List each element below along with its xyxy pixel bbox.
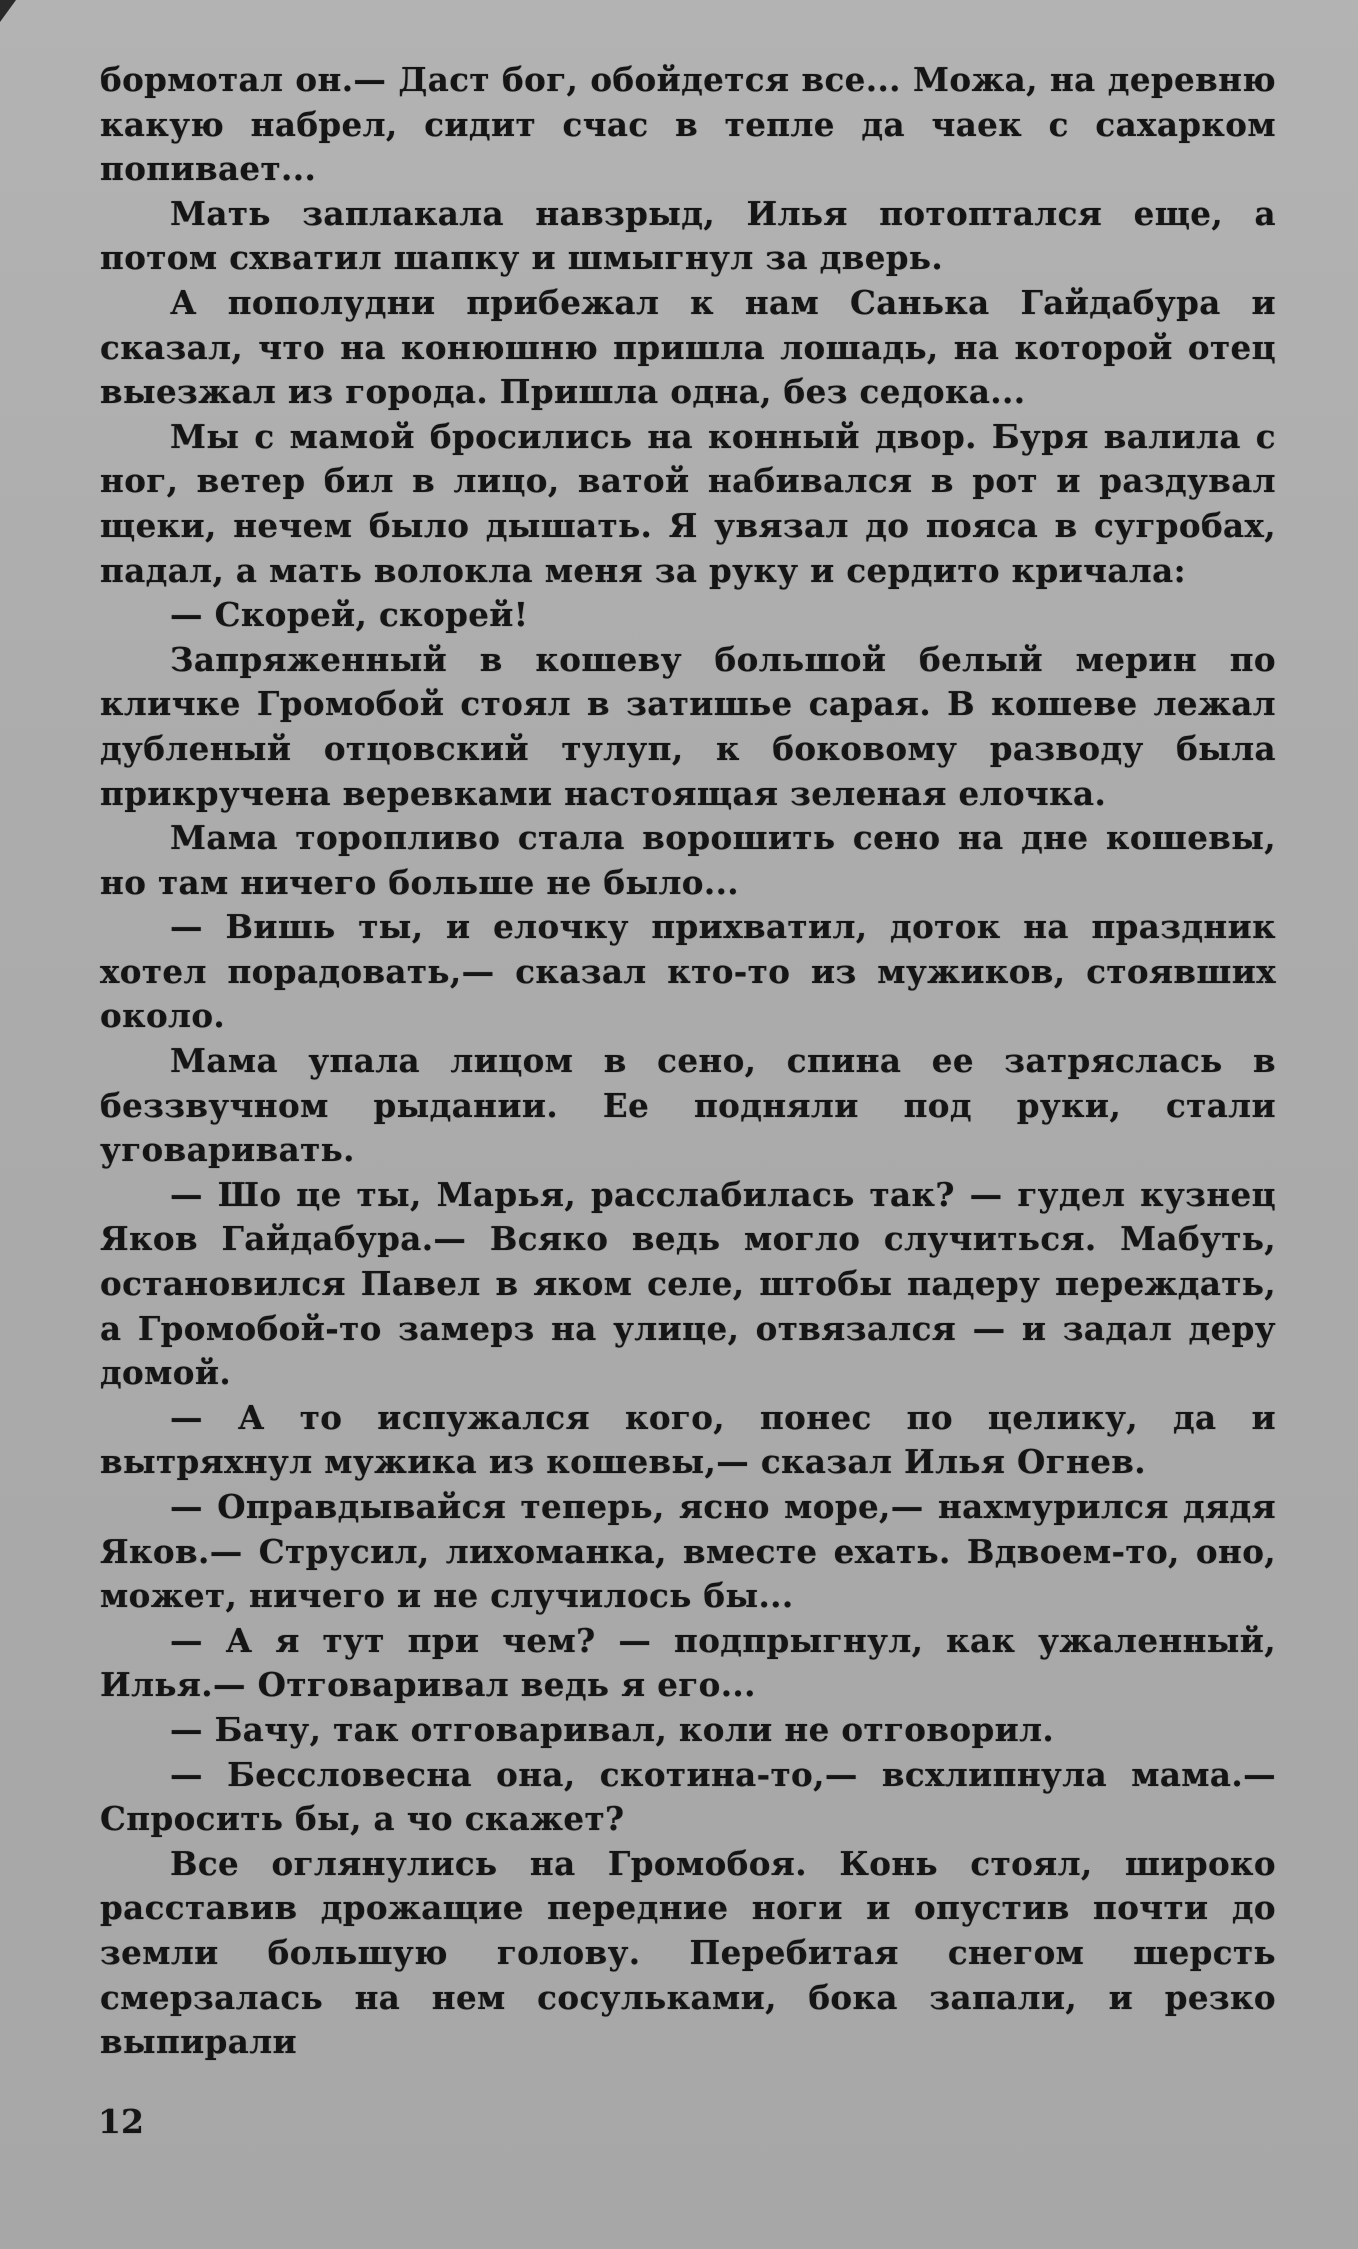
- paragraph-12: — Оправдывайся теперь, ясно море,— нахмурился дядя Яков.— Струсил, лихоманка, вместе ехать. Вдвоем-то, оно, может, ничего и не случилось бы...: [100, 1487, 1276, 1616]
- paragraph-16: Все оглянулись на Громобоя. Конь стоял, широко расставив дрожащие передние ноги и опустив почти до земли большую голову. Перебитая снегом шерсть смерзалась на нем сосульками, бока запали, и резко выпирали: [100, 1843, 1276, 2062]
- paragraph-13: — А я тут при чем? — подпрыгнул, как ужаленный, Илья.— Отговаривал ведь я его...: [100, 1620, 1276, 1705]
- scan-corner-mark: [0, 0, 16, 22]
- paragraph-10: — Шо це ты, Марья, расслабилась так? — гудел кузнец Яков Гайдабура.— Всяко ведь могло случиться. Мабуть, остановился Павел в яком селе, штобы падеру переждать, а Громобой-то замерз на улице, отвязался — и задал деру домой.: [100, 1174, 1276, 1393]
- paragraph-15: — Бессловесна она, скотина-то,— всхлипнула мама.— Спросить бы, а чо скажет?: [100, 1754, 1276, 1839]
- paragraph-5: — Скорей, скорей!: [170, 595, 529, 635]
- paragraph-8: — Вишь ты, и елочку прихватил, доток на праздник хотел порадовать,— сказал кто-то из мужиков, стоявших около.: [100, 907, 1276, 1036]
- page-text: [100, 58, 1276, 2065]
- paragraph-2: Мать заплакала навзрыд, Илья потоптался еще, а потом схватил шапку и шмыгнул за дверь.: [100, 193, 1276, 278]
- page-number: 12: [98, 2102, 144, 2141]
- paragraph-1: бормотал он.— Даст бог, обойдется все... Можа, на деревню какую набрел, сидит счас в тепле да чаек с сахарком попивает...: [100, 60, 1276, 189]
- paragraph-14: — Бачу, так отговаривал, коли не отговорил.: [170, 1709, 1055, 1749]
- paragraph-4: Мы с мамой бросились на конный двор. Буря валила с ног, ветер бил в лицо, ватой набивался в рот и раздувал щеки, нечем было дышать. Я увязал до пояса в сугробах, падал, а мать волокла меня за руку и сердито кричала:: [100, 416, 1276, 590]
- paragraph-9: Мама упала лицом в сено, спина ее затряслась в беззвучном рыдании. Ее подняли под руки, стали уговаривать.: [100, 1041, 1276, 1170]
- paragraph-6: Запряженный в кошеву большой белый мерин по кличке Громобой стоял в затишье сарая. В кошеве лежал дубленый отцовский тулуп, к боковому разводу была прикручена веревками настоящая зеленая елочка.: [100, 639, 1276, 813]
- paragraph-11: — А то испужался кого, понес по целику, да и вытряхнул мужика из кошевы,— сказал Илья Огнев.: [100, 1397, 1276, 1482]
- paragraph-7: Мама торопливо стала ворошить сено на дне кошевы, но там ничего больше не было...: [100, 818, 1276, 902]
- paragraph-3: А пополудни прибежал к нам Санька Гайдабура и сказал, что на конюшню пришла лошадь, на которой отец выезжал из города. Пришла одна, без седока...: [100, 282, 1276, 412]
